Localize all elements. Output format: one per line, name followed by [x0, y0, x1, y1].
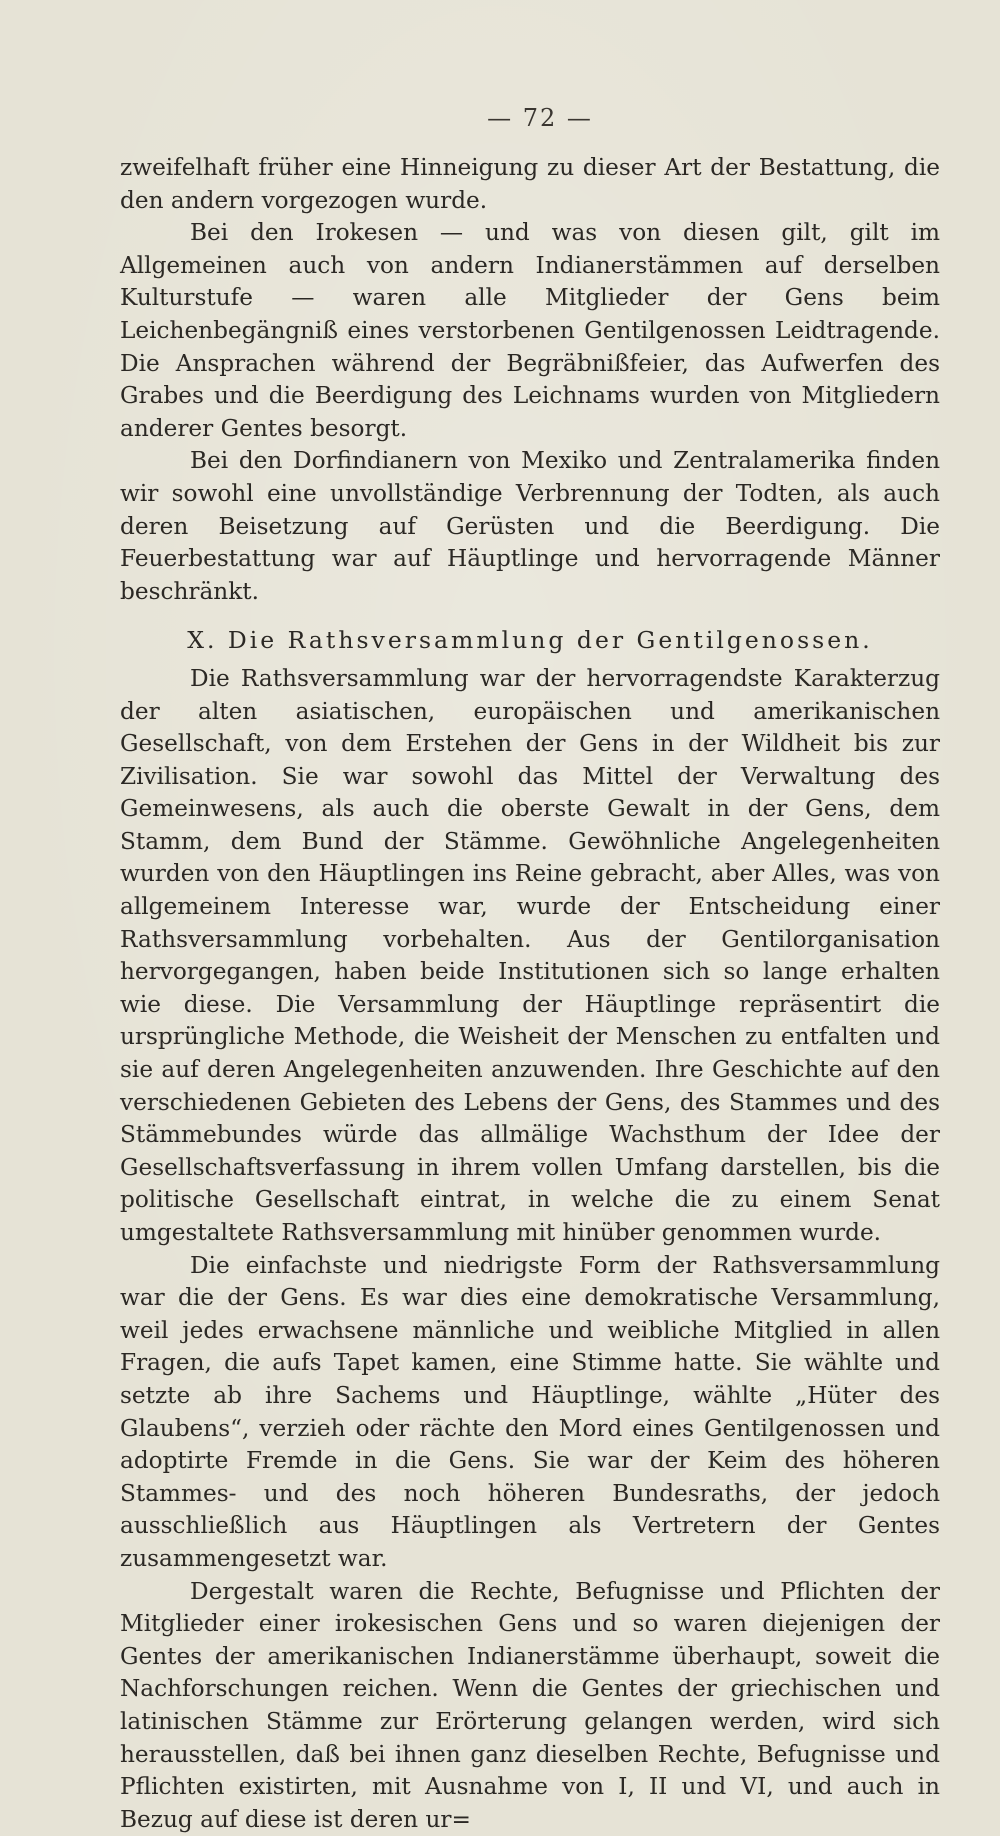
- paragraph: Bei den Irokesen — und was von diesen gilt, gilt im Allgemeinen auch von andern Indianerstämmen auf derselben Kulturstufe — waren alle Mitglieder der Gens beim Leichenbegängniß eines verstorbenen Gentilgenossen Leidtragende. Die Ansprachen während der Begräbnißfeier, das Aufwerfen des Grabes und die Beerdigung des Leichnams wurden von Mitgliedern anderer Gentes besorgt.: [120, 219, 940, 442]
- paragraph: Dergestalt waren die Rechte, Befugnisse und Pflichten der Mitglieder einer irokesischen Gens und so waren diejenigen der Gentes der amerikanischen Indianerstämme überhaupt, soweit die Nachforschungen reichen. Wenn die Gentes der griechischen und latinischen Stämme zur Erörterung gelangen werden, wird sich herausstellen, daß bei ihnen ganz dieselben Rechte, Befugnisse und Pflichten existirten, mit Ausnahme von I, II und VI, und auch in Bezug auf diese ist deren ur=: [120, 1577, 940, 1833]
- section-heading: X. Die Rathsversammlung der Gentilgenossen.: [187, 626, 873, 655]
- paragraph: Die einfachste und niedrigste Form der Rathsversammlung war die der Gens. Es war dies eine demokratische Versammlung, weil jedes erwachsene männliche und weibliche Mitglied in allen Fragen, die aufs Tapet kamen, eine Stimme hatte. Sie wählte und setzte ab ihre Sachems und Häuptlinge, wählte „Hüter des Glaubens“, verzieh oder rächte den Mord eines Gentilgenossen und adoptirte Fremde in die Gens. Sie war der Keim des höheren Stammes- und des noch höheren Bundesraths, der jedoch ausschließlich aus Häuptlingen als Vertretern der Gentes zusammengesetzt war.: [120, 1251, 940, 1572]
- page-number: — 72 —: [487, 104, 593, 132]
- paragraph: Die Rathsversammlung war der hervorragendste Karakterzug der alten asiatischen, europäischen und amerikanischen Gesellschaft, von dem Erstehen der Gens in der Wildheit bis zur Zivilisation. Sie war sowohl das Mittel der Verwaltung des Gemeinwesens, als auch die oberste Gewalt in der Gens, dem Stamm, dem Bund der Stämme. Gewöhnliche Angelegenheiten wurden von den Häuptlingen ins Reine gebracht, aber Alles, was von allgemeinem Interesse war, wurde der Entscheidung einer Rathsversammlung vorbehalten. Aus der Gentilorganisation hervorgegangen, haben beide Institutionen sich so lange erhalten wie diese. Die Versammlung der Häuptlinge repräsentirt die ursprüngliche Methode, die Weisheit der Menschen zu entfalten und sie auf deren Angelegenheiten anzuwenden. Ihre Geschichte auf den verschiedenen Gebieten des Lebens der Gens, des Stammes und des Stämmebundes würde das allmälige Wachsthum der Idee der Gesellschaftsverfassung in ihrem vollen Umfang darstellen, bis die politische Gesellschaft eintrat, in welche die zu einem Senat umgestaltete Rathsversammlung mit hinüber genommen wurde.: [120, 664, 940, 1246]
- body-text: [120, 152, 940, 1836]
- paragraph: zweifelhaft früher eine Hinneigung zu dieser Art der Bestattung, die den andern vorgezogen wurde.: [120, 154, 940, 214]
- paragraph: Bei den Dorfindianern von Mexiko und Zentralamerika finden wir sowohl eine unvollständige Verbrennung der Todten, als auch deren Beisetzung auf Gerüsten und die Beerdigung. Die Feuerbestattung war auf Häuptlinge und hervorragende Männer beschränkt.: [120, 447, 940, 605]
